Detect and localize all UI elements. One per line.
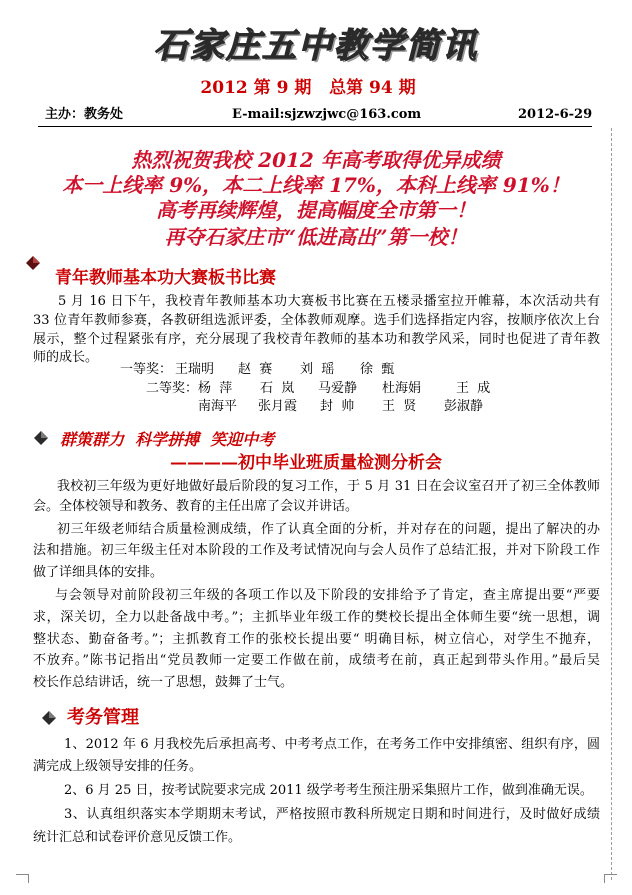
- paragraph-line: 5 月 16 日下午，我校青年教师基本功大赛板书比赛在五楼录播室拉开帷幕，本次活动共有: [58, 294, 600, 309]
- section-heading-exam-prep: 群策群力 科学拼搏 笑迎中考: [60, 430, 275, 449]
- email-label: E-mail:sjzwzjwc@163.com: [232, 107, 422, 122]
- award-name: 南海平: [198, 399, 238, 414]
- issue-date: 2012-6-29: [518, 107, 593, 122]
- paragraph-line: 不放弃。”陈书记指出“党员教师一定要工作做在前，成绩考在前，真正起到带头作用。”最后吴: [33, 653, 600, 668]
- header-rule: [38, 126, 592, 127]
- first-prize-label: 一等奖：: [120, 362, 173, 377]
- award-name: 石 岚: [260, 381, 295, 396]
- paragraph-line: 整状态、勤奋备考。”；主抓教育工作的张校长提出要“ 明确目标，树立信心，对学生不抛弃，: [33, 632, 600, 647]
- section-heading-exam-affairs: 考务管理: [67, 707, 139, 728]
- paragraph-line: 3、认真组织落实本学期期末考试，严格按照市教科所规定日期和时间进行，及时做好成绩: [64, 807, 600, 822]
- headline-line: 高考再续辉煌，提高幅度全市第一！: [156, 198, 476, 222]
- paragraph-line: 33 位青年教师参赛，各教研组选派评委，全体教师观摩。选手们选择指定内容，按顺序依次上台: [33, 313, 600, 328]
- headline-line: 再夺石家庄市“低进高出”第一校！: [164, 225, 468, 249]
- paragraph-line: 会。全体校领导和教务、教育的主任出席了会议并讲话。: [33, 499, 359, 514]
- headline-line: 热烈祝贺我校 2012 年高考取得优异成绩: [131, 148, 501, 172]
- paragraph-line: 统计汇总和试卷评价意见反馈工作。: [33, 830, 242, 845]
- paragraph-line: 初三年级老师结合质量检测成绩，作了认真全面的分析，并对存在的问题，提出了解决的办: [57, 522, 600, 537]
- paragraph-line: 师的成长。: [33, 350, 99, 365]
- award-name: 徐 甄: [360, 362, 395, 377]
- paragraph-line: 我校初三年级为更好地做好最后阶段的复习工作，于 5 月 31 日在会议室召开了初三全体教师: [57, 479, 600, 494]
- diamond-bullet-icon: [34, 431, 48, 445]
- award-name: 封 帅: [320, 399, 355, 414]
- section-subheading: ————初中毕业班质量检测分析会: [170, 453, 442, 473]
- crop-mark: [604, 874, 617, 883]
- award-name: 王 贤: [382, 399, 417, 414]
- paragraph-line: 2、6 月 25 日，按考试院要求完成 2011 级学考考生预注册采集照片工作，做到准确无误。: [64, 783, 593, 798]
- diamond-bullet-icon: [42, 711, 56, 725]
- award-name: 杜海娟: [382, 381, 422, 396]
- headline-line: 本一上线率 9%，本二上线率 17%，本科上线率 91%！: [62, 173, 570, 197]
- paragraph-line: 法和措施。初三年级主任对本阶段的工作及考试情况向与会人员作了总结汇报，并对下阶段工作: [33, 543, 600, 558]
- award-name: 刘 瑶: [300, 362, 335, 377]
- crop-mark: [16, 874, 29, 883]
- paragraph-line: 校长作总结讲话，统一了思想，鼓舞了士气。: [33, 675, 294, 690]
- paragraph-line: 满完成上级领导安排的任务。: [33, 759, 203, 774]
- section-heading-board-writing: 青年教师基本功大赛板书比赛: [55, 268, 276, 288]
- award-name: 王 成: [456, 381, 491, 396]
- diamond-bullet-icon: [26, 256, 40, 270]
- paragraph-line: 展示，整个过程紧张有序，充分展现了我校青年教师的基本功和教学风采，同时也促进了青年教: [33, 332, 600, 347]
- award-name: 杨 萍: [198, 381, 233, 396]
- second-prize-label: 二等奖：: [146, 381, 199, 396]
- award-name: 张月霞: [258, 399, 298, 414]
- award-name: 赵 赛: [238, 362, 273, 377]
- page-margin-guide: [611, 128, 612, 880]
- paragraph-line: 1、2012 年 6 月我校先后承担高考、中考考点工作，在考务工作中安排缜密、组织有序，圆: [64, 737, 600, 752]
- award-name: 马爱静: [318, 381, 358, 396]
- award-name: 彭淑静: [444, 399, 484, 414]
- newsletter-title: 石家庄五中教学简讯: [154, 26, 478, 66]
- award-name: 王瑞明: [175, 362, 215, 377]
- sponsor-label: 主办：教务处: [45, 107, 124, 122]
- paragraph-line: 求，深关切，全力以赴备战中考。”；主抓毕业年级工作的樊校长提出全体师生要“统一思想，调: [33, 610, 600, 625]
- paragraph-line: 与会领导对前阶段初三年级的各项工作以及下阶段的安排给予了肯定，查主席提出要“严要: [55, 588, 600, 603]
- issue-number: 2012 第 9 期 总第 94 期: [200, 78, 416, 98]
- paragraph-line: 做了详细具体的安排。: [33, 565, 164, 580]
